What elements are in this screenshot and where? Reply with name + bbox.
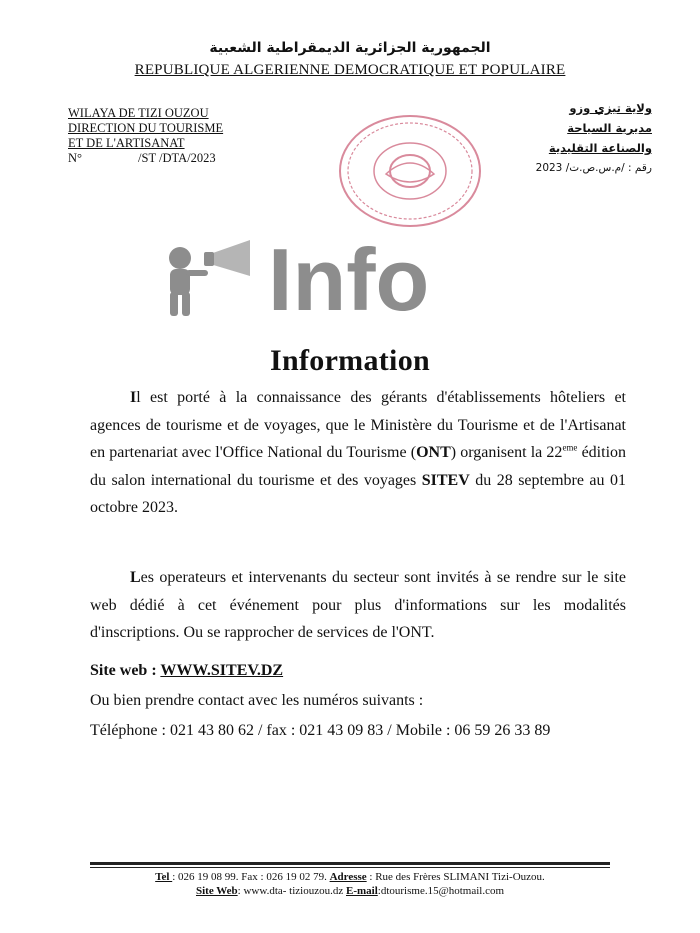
web-label: Site Web <box>195 885 238 897</box>
para1-text-d: du 28 septembre au 01 octobre 2023. <box>90 471 626 516</box>
footer <box>0 870 700 898</box>
reference-number-ar: رقم : /م.س.ص.ت/ 2023 <box>535 162 652 174</box>
para2-text: es operateurs et intervenants du secteur sont invités à se rendre sur le site web dédié à cet événement pour plus d'informations sur les modalités d'inscriptions. Ou se rapprocher de services de l'ONT. <box>90 569 626 641</box>
wilaya-line-ar: ولاية تيزي وزو <box>569 101 652 115</box>
ref-prefix: N° <box>68 151 83 165</box>
info-megaphone-graphic <box>150 232 550 322</box>
contact-block <box>90 656 550 746</box>
invitation-paragraph <box>90 564 626 647</box>
artisanat-line-ar: والصناعة التقليدية <box>548 141 652 155</box>
address-label: Adresse <box>329 871 367 883</box>
direction-line-ar: مديرية السياحة <box>567 121 652 135</box>
french-republic-title: REPUBLIQUE ALGERIENNE DEMOCRATIQUE ET POPULAIRE <box>134 62 566 78</box>
edition-superscript: eme <box>562 442 578 453</box>
para1-text-b: ) organisent la 22 <box>450 444 563 461</box>
direction-line: DIRECTION DU TOURISME <box>68 121 224 135</box>
alt-contact-line: Ou bien prendre contact avec les numéros suivants : <box>90 692 424 709</box>
phone-numbers: Téléphone : 021 43 80 62 / fax : 021 43 09 83 / Mobile : 06 59 26 33 89 <box>90 722 551 739</box>
footer-line-2 <box>0 884 700 898</box>
address-value: : Rue des Frères SLIMANI Tizi-Ouzou. <box>366 871 545 883</box>
footer-divider-thin <box>90 867 610 868</box>
megaphone-person-icon <box>169 240 250 316</box>
artisanat-line: ET DE L'ARTISANAT <box>68 136 185 150</box>
para1-text-c: édition du salon international du tourisme et des voyages <box>90 444 627 489</box>
drop-letter-i: I <box>130 389 137 406</box>
official-stamp-icon <box>336 112 484 230</box>
ref-suffix: /ST /DTA/2023 <box>138 151 216 165</box>
ont-acronym: ONT <box>416 444 451 461</box>
email-value[interactable]: :dtourisme.15@hotmail.com <box>377 885 505 897</box>
tel-value: : 026 19 08 99. Fax : 026 19 02 79. <box>172 871 330 883</box>
reference-number <box>68 151 223 166</box>
page-heading: Information <box>270 344 430 377</box>
site-label: Site web : <box>90 662 161 679</box>
tel-label: Tel <box>155 871 173 883</box>
site-line <box>90 656 550 686</box>
arabic-republic-title: الجمهورية الجزائرية الديمقراطية الشعبية <box>209 40 491 56</box>
footer-divider <box>90 862 610 865</box>
site-link[interactable]: WWW.SITEV.DZ <box>160 662 284 679</box>
email-label: E-mail <box>346 885 378 897</box>
announcement-paragraph <box>90 384 626 522</box>
drop-letter-l: L <box>130 569 141 586</box>
info-word: Info <box>268 232 430 322</box>
para1-text-a: l est porté à la connaissance des gérants d'établissements hôteliers et agences de tourisme et de voyages, que le Ministère du Tourisme et de l'Artisanat en partenariat avec l'Office National du Tourisme ( <box>90 389 626 461</box>
sender-block-ar <box>462 98 652 178</box>
sitev-name: SITEV <box>421 471 470 489</box>
sender-block-fr <box>68 106 223 166</box>
footer-line-1 <box>0 870 700 884</box>
web-value[interactable]: : www.dta- tiziouzou.dz <box>237 885 346 897</box>
wilaya-line: WILAYA DE TIZI OUZOU <box>68 106 209 120</box>
